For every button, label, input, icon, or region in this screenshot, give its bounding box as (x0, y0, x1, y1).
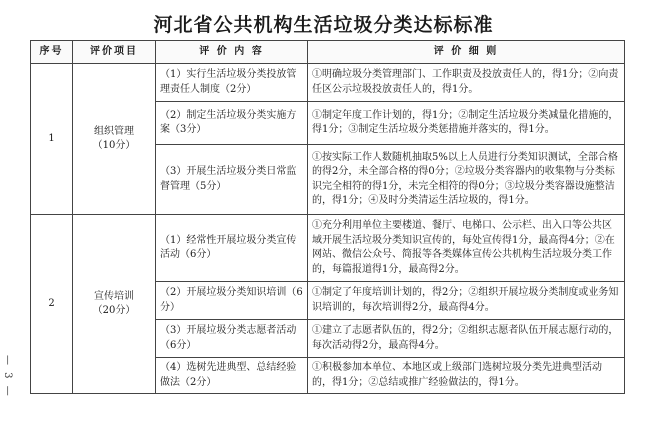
evaluation-content: （3）开展生活垃圾分类日常监督管理（5分） (156, 145, 308, 215)
header-detail: 评 价 细 则 (308, 41, 625, 64)
row-number: 1 (31, 64, 73, 215)
evaluation-detail: ①建立了志愿者队伍的，得2分；②组织志愿者队伍开展志愿行动的，每次活动得2分，最高得4分。 (308, 320, 625, 358)
header-content: 评 价 内 容 (156, 41, 308, 64)
table-header-row (31, 41, 625, 64)
evaluation-item (73, 215, 156, 394)
evaluation-item-text: 宣传培训 （20分） (92, 290, 136, 316)
evaluation-detail: ①充分利用单位主要楼道、餐厅、电梯口、公示栏、出入口等公共区域开展生活垃圾分类知识宣传的，每处宣传得1分，最高得4分；②在网站、微信公众号、简报等各类媒体宣传公共机构生活垃圾分类工作的，每篇报道得1分，最高得2分。 (308, 215, 625, 282)
header-no: 序号 (31, 41, 73, 64)
page-number: — 3 — (2, 355, 13, 398)
evaluation-content: （2）开展垃圾分类知识培训（6分） (156, 282, 308, 320)
table-row (31, 64, 625, 102)
document-title: 河北省公共机构生活垃圾分类达标标准 (153, 14, 494, 36)
evaluation-detail: ①按实际工作人数随机抽取5%以上人员进行分类知识测试，全部合格的得2分，未全部合格的得0分；②垃圾分类容器内的收集物与分类标识完全相符的得1分，未完全相符的得0分；③垃圾分类容器设施整洁的，得1分；④及时分类清运生活垃圾的，得1分。 (308, 145, 625, 215)
table-row (31, 215, 625, 282)
evaluation-item-text: 组织管理 （10分） (92, 125, 136, 151)
evaluation-content: （4）选树先进典型、总结经验做法（2分） (156, 358, 308, 394)
criteria-table (30, 40, 625, 394)
evaluation-detail: ①制定了年度培训计划的，得2分；②组织开展垃圾分类制度或业务知识培训的，每次培训得2分，最高得4分。 (308, 282, 625, 320)
evaluation-content: （1）实行生活垃圾分类投放管理责任人制度（2分） (156, 64, 308, 102)
evaluation-detail: ①明确垃圾分类管理部门、工作职责及投放责任人的，得1分；②向责任区公示垃圾投放责任人的，得1分。 (308, 64, 625, 102)
evaluation-content: （2）制定生活垃圾分类实施方案（3分） (156, 102, 308, 145)
evaluation-detail: ①制定年度工作计划的，得1分；②制定生活垃圾分类减量化措施的，得1分；③制定生活垃圾分类惩措施并落实的，得1分。 (308, 102, 625, 145)
evaluation-detail: ①积极参加本单位、本地区或上级部门选树垃圾分类先进典型活动的，得1分；②总结或推广经验做法的，得1分。 (308, 358, 625, 394)
evaluation-content: （1）经常性开展垃圾分类宣传活动（6分） (156, 215, 308, 282)
evaluation-content: （3）开展垃圾分类志愿者活动（6分） (156, 320, 308, 358)
evaluation-item (73, 64, 156, 215)
row-number: 2 (31, 215, 73, 394)
header-item: 评价项目 (73, 41, 156, 64)
